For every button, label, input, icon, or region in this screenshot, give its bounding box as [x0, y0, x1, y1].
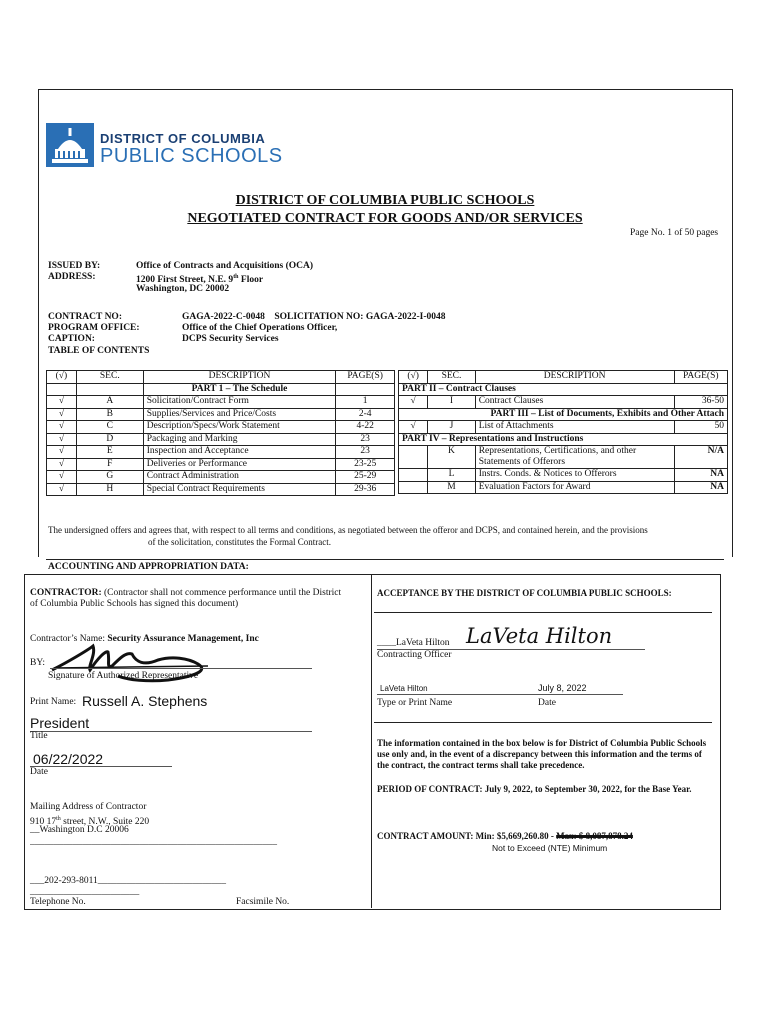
address-sup: th — [56, 816, 61, 822]
toc-desc: Special Contract Requirements — [143, 483, 336, 496]
toc-sec: G — [76, 471, 143, 484]
mailing-label: Mailing Address of Contractor — [30, 802, 147, 812]
contractor-heading — [30, 588, 368, 610]
toc-sec: I — [428, 396, 475, 409]
toc-part-3: PART III – List of Documents, Exhibits and Other Attach — [399, 408, 728, 421]
toc-check: √ — [47, 483, 77, 496]
table-row — [47, 421, 395, 434]
toc-desc: Evaluation Factors for Award — [475, 481, 674, 494]
toc-pages: 29-36 — [336, 483, 395, 496]
table-row — [47, 433, 395, 446]
acceptance-date-label: Date — [538, 698, 556, 708]
telephone-value: ___202-293-8011___________________________ — [30, 876, 226, 886]
signature-line — [50, 668, 312, 669]
toc-part-2: PART II – Contract Clauses — [399, 383, 728, 396]
toc-sec: F — [76, 458, 143, 471]
toc-check: √ — [47, 408, 77, 421]
caption-label: CAPTION: — [48, 334, 95, 344]
toc-part-1: PART 1 – The Schedule — [143, 383, 336, 396]
title-label: Title — [30, 731, 48, 741]
address-blank-line: ____________________________________________________ — [30, 837, 277, 847]
street-text: 1200 First Street, N.E. 9 — [136, 275, 234, 286]
issued-by-label: ISSUED BY: — [48, 261, 101, 271]
contractor-note-2: of Columbia Public Schools has signed this document) — [30, 599, 239, 609]
officer-label: Contracting Officer — [377, 650, 452, 660]
toc-sec: C — [76, 421, 143, 434]
toc-cell — [76, 383, 143, 396]
address-rest: street, N.W., Suite 220 — [60, 817, 150, 828]
period-of-contract: PERIOD OF CONTRACT: July 9, 2022, to September 30, 2022, for the Base Year. — [377, 784, 692, 794]
logo-line-2: PUBLIC SCHOOLS — [100, 145, 283, 167]
toc-pages: 50 — [674, 421, 728, 434]
date-line — [30, 766, 172, 767]
toc-sec: L — [428, 469, 475, 482]
typed-name: LaVeta Hilton — [380, 684, 428, 693]
toc-check: √ — [47, 433, 77, 446]
print-name-value: Russell A. Stephens — [82, 693, 208, 709]
toc-pages: 23 — [336, 433, 395, 446]
toc-desc: Solicitation/Contract Form — [143, 396, 336, 409]
acceptance-heading: ACCEPTANCE BY THE DISTRICT OF COLUMBIA PUBLIC SCHOOLS: — [377, 588, 672, 598]
toc-part-4: PART IV – Representations and Instructions — [399, 433, 728, 446]
address-text: 910 17 — [30, 817, 57, 828]
agreement-line-1: The undersigned offers and agrees that, with respect to all terms and conditions, as negotiated between the offeror and DCPS, and contained herein, and the provisions — [48, 525, 648, 535]
toc-pages: N/A — [674, 446, 728, 469]
toc-desc: Instrs. Conds. & Notices to Offerors — [475, 469, 674, 482]
toc-check: √ — [399, 421, 428, 434]
table-row — [47, 458, 395, 471]
toc-desc: Description/Specs/Work Statement — [143, 421, 336, 434]
toc-header-row — [47, 371, 395, 384]
toc-table-left — [46, 370, 395, 496]
toc-pages: NA — [674, 481, 728, 494]
toc-desc: List of Attachments — [475, 421, 674, 434]
table-row — [47, 483, 395, 496]
address-label: ADDRESS: — [48, 272, 96, 282]
toc-pages: 23 — [336, 446, 395, 459]
table-row — [47, 471, 395, 484]
toc-part-row — [399, 408, 728, 421]
officer-line: ____LaVeta Hilton — [377, 638, 450, 648]
signature-caption: Signature of Authorized Representative — [48, 671, 199, 681]
toc-desc: Contract Administration — [143, 471, 336, 484]
table-row — [47, 446, 395, 459]
facsimile-label: Facsimile No. — [236, 897, 290, 907]
toc-check: √ — [47, 471, 77, 484]
contract-no-label: CONTRACT NO: — [48, 312, 122, 322]
toc-sec: D — [76, 433, 143, 446]
print-name-label: Print Name: — [30, 697, 77, 707]
telephone-label: Telephone No. — [30, 897, 86, 907]
issuing-city: Washington, DC 20002 — [136, 284, 230, 294]
toc-check: √ — [47, 458, 77, 471]
contractor-name: Security Assurance Management, Inc — [107, 634, 259, 644]
toc-check-header: (√) — [47, 371, 77, 384]
dcps-logo — [46, 123, 286, 167]
toc-desc: Deliveries or Performance — [143, 458, 336, 471]
table-row — [399, 469, 728, 482]
divider — [46, 559, 724, 560]
contract-amount-struck: Max: $ 8,087,878.24 — [556, 831, 633, 841]
contract-numbers: GAGA-2022-C-0048 SOLICITATION NO: GAGA-2022-I-0048 — [182, 312, 446, 322]
toc-desc-header: DESCRIPTION — [475, 371, 674, 384]
program-office: Office of the Chief Operations Officer, — [182, 323, 338, 333]
table-row — [399, 446, 728, 469]
issuing-office: Office of Contracts and Acquisitions (OCA) — [136, 261, 314, 271]
toc-desc — [475, 446, 674, 469]
toc-part-row — [399, 433, 728, 446]
contractor-label: CONTRACTOR: — [30, 588, 102, 598]
toc-pages: 25-29 — [336, 471, 395, 484]
capitol-dome-icon — [46, 123, 94, 167]
info-note: The information contained in the box below is for District of Columbia Public Schools use only and, in the event of a discrepancy between this information and the terms of the contract, the contract terms shall take precedence. — [377, 738, 707, 770]
toc-check: √ — [47, 446, 77, 459]
street-sup: th — [233, 274, 239, 280]
toc-pages: 1 — [336, 396, 395, 409]
toc-pages-header: PAGE(S) — [336, 371, 395, 384]
title-line — [30, 731, 312, 732]
toc-pages: 2-4 — [336, 408, 395, 421]
toc-cell — [336, 383, 395, 396]
nte-note: Not to Exceed (NTE) Minimum — [492, 843, 608, 853]
acceptance-divider — [374, 612, 712, 613]
toc-sec: H — [76, 483, 143, 496]
contract-amount-min: CONTRACT AMOUNT: Min: $5,669,260.80 - — [377, 831, 557, 841]
caption: DCPS Security Services — [182, 334, 279, 344]
k-desc-1: Representations, Certifications, and other — [478, 446, 637, 456]
toc-check-header: (√) — [399, 371, 428, 384]
page-number: Page No. 1 of 50 pages — [630, 228, 719, 238]
toc-check: √ — [399, 396, 428, 409]
toc-sec: A — [76, 396, 143, 409]
contractor-signature — [48, 640, 228, 690]
document-title-line-2: NEGOTIATED CONTRACT FOR GOODS AND/OR SERVICES — [187, 211, 583, 226]
toc-table-right — [398, 370, 728, 494]
logo-line-1: DISTRICT OF COLUMBIA — [100, 131, 266, 146]
toc-desc: Supplies/Services and Price/Costs — [143, 408, 336, 421]
k-desc-2: Statements of Offerors — [478, 457, 566, 467]
toc-pages-header: PAGE(S) — [674, 371, 728, 384]
toc-header-row — [399, 371, 728, 384]
contractor-note-1: (Contractor shall not commence performance until the District — [101, 588, 342, 598]
date-label: Date — [30, 767, 48, 777]
toc-desc: Inspection and Acceptance — [143, 446, 336, 459]
by-label: BY: — [30, 658, 45, 668]
column-divider — [371, 575, 372, 908]
program-office-label: PROGRAM OFFICE: — [48, 323, 140, 333]
document-title-line-1: DISTRICT OF COLUMBIA PUBLIC SCHOOLS — [235, 193, 535, 208]
mailing-address-2: __Washington D.C 20006 — [30, 825, 129, 835]
toc-pages: NA — [674, 469, 728, 482]
table-row — [47, 396, 395, 409]
toc-desc-header: DESCRIPTION — [143, 371, 336, 384]
toc-sec: K — [428, 446, 475, 469]
toc-pages: 23-25 — [336, 458, 395, 471]
toc-sec: M — [428, 481, 475, 494]
toc-label: TABLE OF CONTENTS — [48, 346, 150, 356]
date-value: 06/22/2022 — [33, 751, 104, 767]
toc-sec: B — [76, 408, 143, 421]
toc-pages: 4-22 — [336, 421, 395, 434]
toc-sec: E — [76, 446, 143, 459]
toc-sec-header: SEC. — [428, 371, 475, 384]
toc-sec-header: SEC. — [76, 371, 143, 384]
toc-check: √ — [47, 421, 77, 434]
street-floor: Floor — [238, 275, 264, 286]
toc-check — [399, 481, 428, 494]
info-divider — [374, 722, 712, 723]
toc-part-row — [399, 383, 728, 396]
toc-desc: Packaging and Marking — [143, 433, 336, 446]
typed-line — [377, 694, 623, 695]
toc-check — [399, 469, 428, 482]
toc-check — [399, 446, 428, 469]
table-row — [399, 396, 728, 409]
title-value: President — [30, 715, 90, 731]
table-row — [399, 421, 728, 434]
toc-sec: J — [428, 421, 475, 434]
toc-desc: Contract Clauses — [475, 396, 674, 409]
agreement-line-2: of the solicitation, constitutes the Formal Contract. — [148, 537, 331, 547]
typed-date: July 8, 2022 — [538, 683, 587, 693]
officer-signature: LaVeta Hilton — [466, 624, 613, 648]
contract-amount — [377, 831, 633, 842]
telephone-blank-line: _______________________ — [30, 887, 140, 897]
type-label: Type or Print Name — [377, 698, 453, 708]
toc-pages: 36-50 — [674, 396, 728, 409]
toc-cell — [47, 383, 77, 396]
toc-check: √ — [47, 396, 77, 409]
table-row — [47, 408, 395, 421]
table-row — [399, 481, 728, 494]
accounting-label: ACCOUNTING AND APPROPRIATION DATA: — [48, 562, 249, 572]
contractor-name-label: Contractor’s Name: — [30, 634, 106, 644]
toc-part-row — [47, 383, 395, 396]
